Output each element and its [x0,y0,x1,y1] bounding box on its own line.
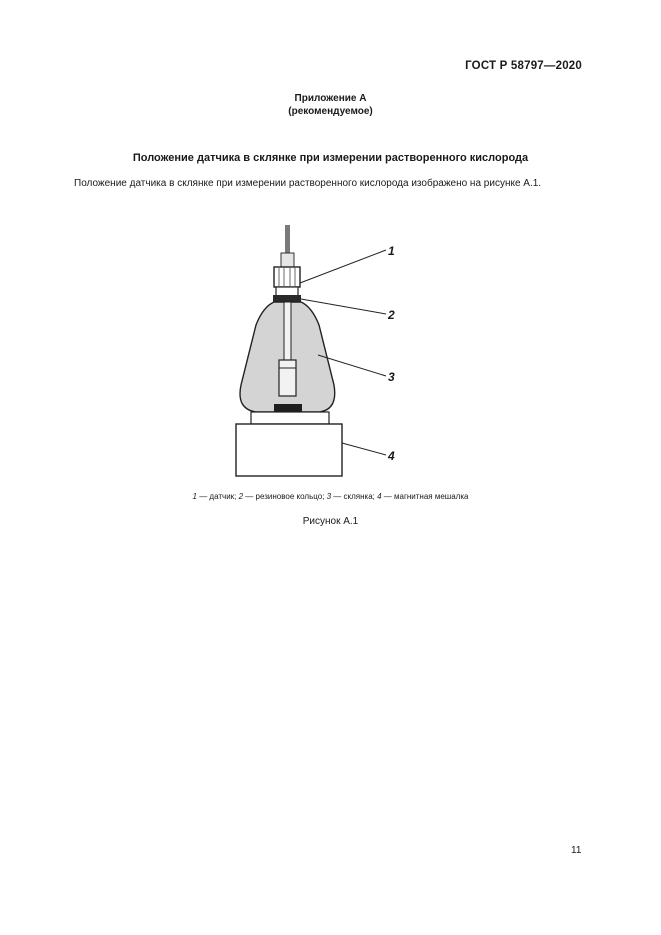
callout-4: 4 [388,449,395,463]
legend-text-3: — склянка; [331,492,378,501]
body-paragraph: Положение датчика в склянке при измерении растворенного кислорода изображено на рисунке А.1. [74,178,542,189]
legend-number-1: 1 [192,492,197,501]
leader-line-1 [300,250,386,283]
legend-number-2: 2 [238,492,244,501]
page-number: 11 [571,845,582,856]
leader-line-4 [342,443,386,455]
figure-caption: Рисунок А.1 [302,516,359,527]
rubber-ring [273,295,301,302]
annex-title [0,92,661,118]
callout-3: 3 [388,370,395,384]
stirrer-top-plate [251,412,329,424]
callout-1: 1 [388,244,395,258]
cable-strain-relief [281,253,294,268]
section-heading: Положение датчика в склянке при измерении растворенного кислорода [132,152,529,164]
annex-status: (рекомендуемое) [288,106,373,117]
annex-label: Приложение А [294,93,367,104]
legend-text-1: — датчик; [196,492,239,501]
sensor-rod [284,302,291,362]
stir-bar [274,404,302,412]
sensor-head [274,267,300,287]
standard-id: ГОСТ Р 58797—2020 [465,60,582,72]
legend-text-2: — резиновое кольцо; [243,492,327,501]
leader-line-2 [301,299,386,314]
figure-legend [0,492,661,501]
figure-a1-drawing [150,215,450,485]
legend-text-4: — магнитная мешалка [381,492,469,501]
magnetic-stirrer [236,424,342,476]
callout-2: 2 [388,308,395,322]
legend-number-3: 3 [326,492,332,501]
sensor-tip [279,360,296,396]
legend-number-4: 4 [377,492,382,501]
